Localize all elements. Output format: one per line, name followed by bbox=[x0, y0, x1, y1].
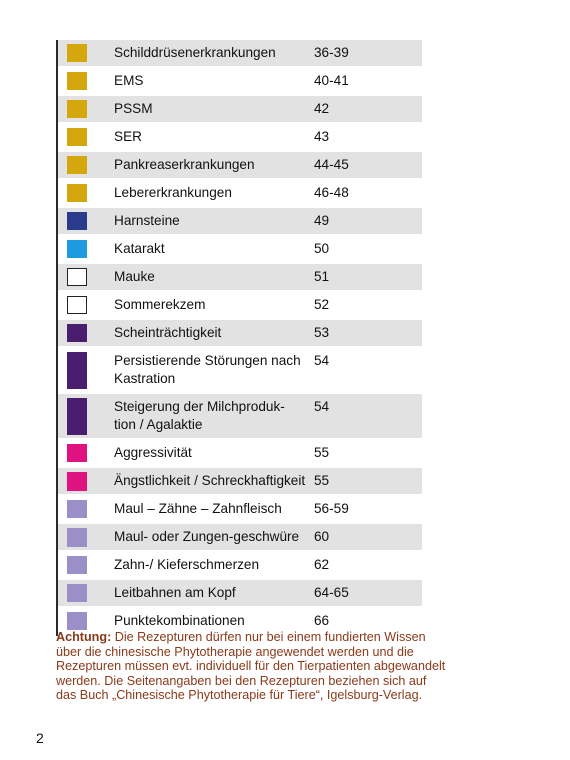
toc-row bbox=[58, 496, 422, 524]
toc-title: Leitbahnen am Kopf bbox=[114, 585, 236, 600]
color-swatch bbox=[67, 352, 87, 389]
toc-pages: 43 bbox=[314, 129, 330, 144]
toc-pages: 62 bbox=[314, 557, 330, 572]
toc-row bbox=[58, 68, 422, 96]
color-swatch bbox=[67, 128, 87, 146]
toc-pages: 54 bbox=[314, 353, 330, 368]
toc-title: Mauke bbox=[114, 269, 155, 284]
color-swatch bbox=[67, 556, 87, 574]
toc-title: Maul- oder Zungen-geschwüre bbox=[114, 529, 300, 544]
toc-title: Lebererkrankungen bbox=[114, 185, 232, 200]
toc-title: Ängstlichkeit / Schreckhaftigkeit bbox=[114, 473, 306, 488]
toc-pages: 46-48 bbox=[314, 185, 349, 200]
toc-title: PSSM bbox=[114, 101, 153, 116]
toc-title: Zahn-/ Kieferschmerzen bbox=[114, 557, 260, 572]
toc-title: Scheinträchtigkeit bbox=[114, 325, 222, 340]
toc-pages: 55 bbox=[314, 473, 330, 488]
toc-row bbox=[58, 524, 422, 552]
toc-pages: 66 bbox=[314, 613, 330, 628]
warning-text: Die Rezepturen dürfen nur bei einem fundierten Wissen über die chinesische Phytotherapie angewendet werden und die Rezepturen müssen evt. individuell für den Tierpatienten abgewandelt werden. Die Seitenangaben bei den Rezepturen beziehen sich auf das Buch „Chinesische Phytotherapie für Tiere“, Igelsburg-Verlag. bbox=[56, 630, 446, 703]
toc-row bbox=[58, 152, 422, 180]
color-swatch bbox=[67, 268, 87, 286]
toc-row bbox=[58, 40, 422, 68]
toc-row bbox=[58, 440, 422, 468]
toc-pages: 49 bbox=[314, 213, 330, 228]
table-of-contents bbox=[56, 40, 422, 636]
color-swatch bbox=[67, 296, 87, 314]
toc-pages: 42 bbox=[314, 101, 330, 116]
color-swatch bbox=[67, 444, 87, 462]
toc-title: Aggressivität bbox=[114, 445, 192, 460]
color-swatch bbox=[67, 584, 87, 602]
toc-title: Harnsteine bbox=[114, 213, 180, 228]
toc-row bbox=[58, 292, 422, 320]
color-swatch bbox=[67, 528, 87, 547]
toc-row bbox=[58, 208, 422, 236]
toc-row bbox=[58, 124, 422, 152]
toc-pages: 51 bbox=[314, 269, 330, 284]
color-swatch bbox=[67, 398, 87, 435]
warning-label: Achtung: bbox=[56, 630, 112, 644]
toc-row bbox=[58, 394, 422, 440]
toc-pages: 55 bbox=[314, 445, 330, 460]
warning-note bbox=[56, 630, 446, 703]
color-swatch bbox=[67, 240, 87, 258]
color-swatch bbox=[67, 500, 87, 518]
toc-title: Sommerekzem bbox=[114, 297, 206, 312]
toc-title: Persistierende Störungen nach Kastration bbox=[114, 353, 301, 386]
toc-pages: 40-41 bbox=[314, 73, 349, 88]
toc-pages: 54 bbox=[314, 399, 330, 414]
color-swatch bbox=[67, 156, 87, 174]
toc-row bbox=[58, 264, 422, 292]
toc-row bbox=[58, 468, 422, 496]
color-swatch bbox=[67, 612, 87, 630]
color-swatch bbox=[67, 100, 87, 118]
toc-row bbox=[58, 320, 422, 348]
toc-row bbox=[58, 180, 422, 208]
toc-title: Pankreaserkrankungen bbox=[114, 157, 255, 172]
toc-row bbox=[58, 552, 422, 580]
color-swatch bbox=[67, 184, 87, 202]
toc-title: Punktekombinationen bbox=[114, 613, 245, 628]
page-number: 2 bbox=[36, 730, 44, 746]
toc-title: Steigerung der Milchproduk-tion / Agalaktie bbox=[114, 399, 285, 432]
toc-pages: 44-45 bbox=[314, 157, 349, 172]
toc-title: EMS bbox=[114, 73, 144, 88]
color-swatch bbox=[67, 212, 87, 230]
toc-pages: 36-39 bbox=[314, 45, 349, 60]
toc-title: Katarakt bbox=[114, 241, 165, 256]
toc-pages: 50 bbox=[314, 241, 330, 256]
color-swatch bbox=[67, 472, 87, 491]
toc-row bbox=[58, 580, 422, 608]
toc-pages: 52 bbox=[314, 297, 330, 312]
toc-row bbox=[58, 236, 422, 264]
toc-pages: 53 bbox=[314, 325, 330, 340]
toc-pages: 64-65 bbox=[314, 585, 349, 600]
toc-pages: 56-59 bbox=[314, 501, 349, 516]
toc-pages: 60 bbox=[314, 529, 330, 544]
color-swatch bbox=[67, 324, 87, 342]
color-swatch bbox=[67, 72, 87, 90]
toc-row bbox=[58, 96, 422, 124]
color-swatch bbox=[67, 44, 87, 62]
toc-title: Maul – Zähne – Zahnfleisch bbox=[114, 501, 282, 516]
toc-title: Schilddrüsenerkrankungen bbox=[114, 45, 276, 60]
toc-title: SER bbox=[114, 129, 142, 144]
toc-row bbox=[58, 348, 422, 394]
